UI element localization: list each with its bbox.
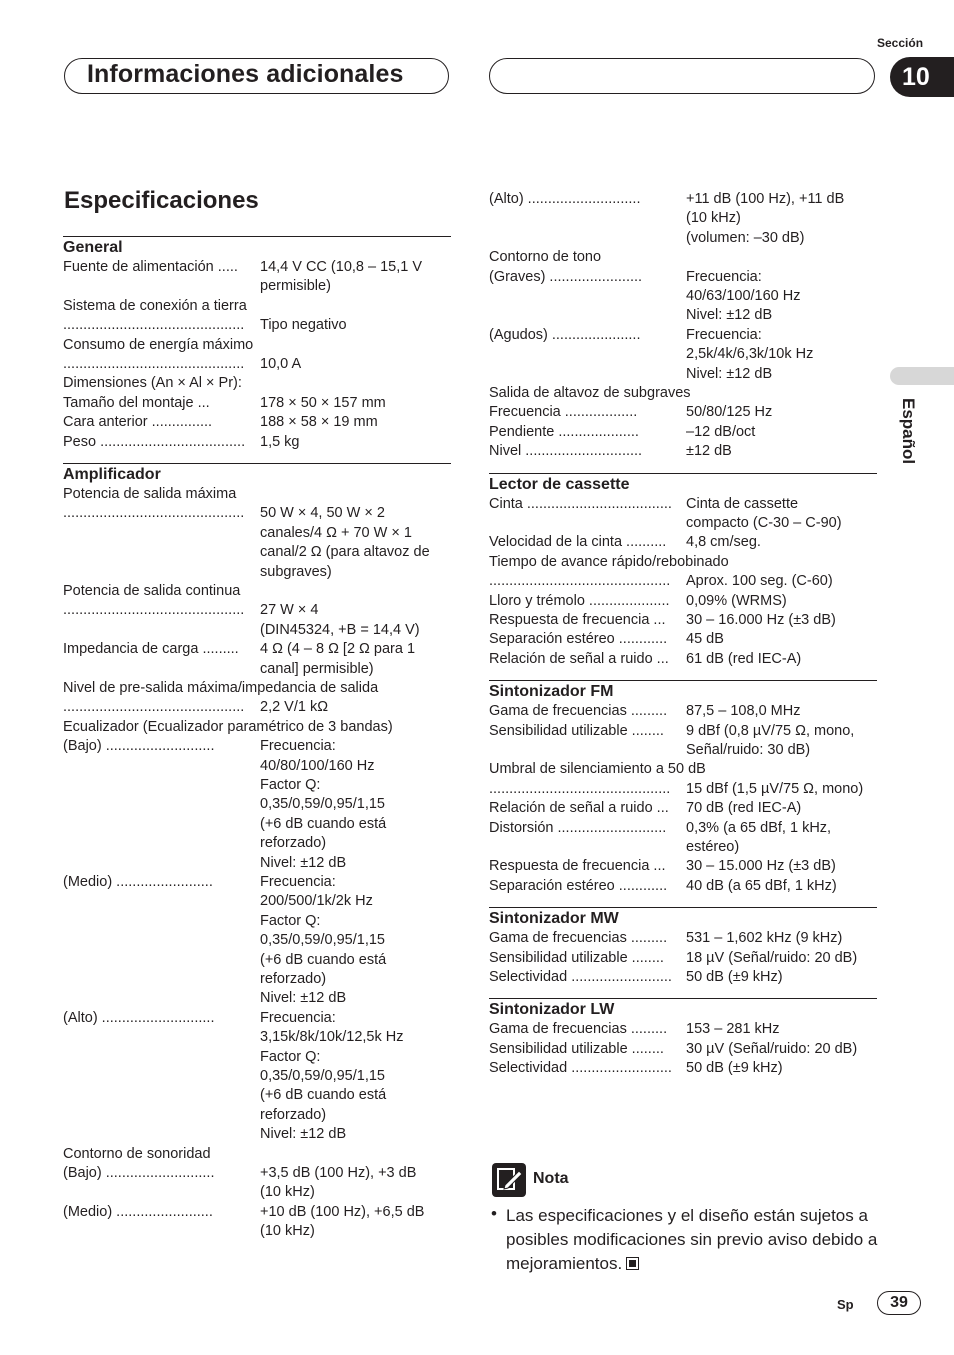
- spec-value: 4 Ω (4 – 8 Ω [2 Ω para 1: [260, 641, 416, 658]
- spec-row: [63, 757, 451, 776]
- spec-value: 10,0 A: [260, 356, 302, 372]
- spec-row: [63, 989, 451, 1008]
- spec-row: [63, 854, 451, 873]
- spec-label: Umbral de silenciamiento a 50 dB: [489, 761, 706, 778]
- spec-section-heading: Sintonizador MW: [489, 910, 619, 928]
- spec-row: [489, 630, 877, 649]
- spec-value: 3,15k/8k/10k/12,5k Hz: [260, 1029, 404, 1046]
- chapter-title: Informaciones adicionales: [87, 60, 404, 88]
- spec-row: [63, 621, 451, 640]
- spec-label: Consumo de energía máximo: [63, 336, 254, 353]
- spec-label: Fuente de alimentación .....: [63, 259, 238, 275]
- spec-row: [489, 1040, 877, 1059]
- spec-label: Separación estéreo ............: [489, 877, 668, 894]
- spec-value: permisible): [260, 278, 331, 295]
- spec-label: Gama de frecuencias .........: [489, 1021, 668, 1038]
- spec-row: [63, 297, 451, 316]
- spec-value: 531 – 1,602 kHz (9 kHz): [686, 930, 843, 947]
- spec-row: [63, 336, 451, 355]
- spec-value: 30 µV (Señal/ruido: 20 dB): [686, 1040, 858, 1057]
- spec-label: .............................................: [63, 356, 245, 372]
- spec-row: [489, 572, 877, 591]
- spec-value: Factor Q:: [260, 1048, 321, 1065]
- spec-row: [63, 355, 451, 374]
- spec-row: [63, 1125, 451, 1144]
- spec-row: [489, 592, 877, 611]
- spec-row: [63, 1222, 451, 1241]
- spec-row: [489, 760, 877, 779]
- spec-row: [489, 611, 877, 630]
- spec-row: [63, 504, 451, 523]
- spec-value: Tipo negativo: [260, 317, 347, 334]
- spec-value: +3,5 dB (100 Hz), +3 dB: [260, 1165, 417, 1181]
- spec-value: subgraves): [260, 563, 332, 580]
- spec-value: 4,8 cm/seg.: [686, 534, 761, 551]
- header-blank-box: [489, 58, 875, 94]
- spec-value: +11 dB (100 Hz), +11 dB: [686, 191, 845, 207]
- spec-row: [489, 799, 877, 818]
- spec-value: 0,3% (a 65 dBf, 1 kHz,: [686, 819, 832, 836]
- spec-row: [63, 433, 451, 452]
- spec-value: Frecuencia:: [260, 1009, 336, 1026]
- spec-row: [489, 365, 877, 384]
- spec-row: [63, 640, 451, 659]
- spec-row: [63, 912, 451, 931]
- spec-value: (10 kHz): [260, 1223, 315, 1240]
- spec-label: Nivel .............................: [489, 443, 643, 460]
- spec-value: 188 × 58 × 19 mm: [260, 414, 378, 431]
- spec-row: [489, 838, 877, 857]
- spec-value: 50/80/125 Hz: [686, 404, 773, 421]
- spec-row: [63, 660, 451, 679]
- spec-label: Relación de señal a ruido ...: [489, 650, 669, 667]
- spec-row: [489, 702, 877, 721]
- spec-row: [489, 514, 877, 533]
- spec-row: [489, 949, 877, 968]
- spec-label: .............................................: [63, 505, 245, 522]
- spec-row: [63, 737, 451, 756]
- spec-value: 15 dBf (1,5 µV/75 Ω, mono): [686, 780, 864, 797]
- spec-value: 2,2 V/1 kΩ: [260, 699, 329, 716]
- spec-label: Peso ....................................: [63, 433, 246, 450]
- spec-label: Contorno de sonoridad: [63, 1145, 211, 1162]
- spec-label: .............................................: [63, 317, 245, 334]
- spec-value: 0,09% (WRMS): [686, 592, 787, 609]
- end-mark-icon: [626, 1257, 639, 1270]
- spec-section-heading: General: [63, 239, 123, 256]
- spec-row: [63, 258, 451, 277]
- footer-lang-code: Sp: [837, 1297, 854, 1312]
- spec-section-heading: Sintonizador FM: [489, 683, 614, 701]
- spec-row: [489, 857, 877, 876]
- spec-label: Nivel de pre-salida máxima/impedancia de salida: [63, 680, 379, 696]
- spec-section-heading: Sintonizador LW: [489, 1001, 615, 1019]
- note-pencil-icon: [492, 1163, 526, 1197]
- spec-section-heading: Amplificador: [63, 466, 161, 483]
- spec-row: [489, 287, 877, 306]
- spec-value: 40/63/100/160 Hz: [686, 288, 801, 304]
- spec-row: [489, 929, 877, 948]
- spec-row: [489, 345, 877, 364]
- section-number-tab: 10: [890, 57, 954, 97]
- note-label: Nota: [533, 1170, 569, 1187]
- spec-row: [489, 190, 877, 209]
- spec-value: 14,4 V CC (10,8 – 15,1 V: [260, 259, 423, 275]
- spec-label: Lloro y trémolo ....................: [489, 592, 670, 609]
- spec-value: (10 kHz): [260, 1184, 315, 1201]
- spec-value: Nivel: ±12 dB: [686, 365, 773, 382]
- note-text-content: Las especificaciones y el diseño están sujetos a posibles modificaciones sin previo aviso debido a mejoramientos.: [506, 1206, 878, 1273]
- spec-row: [489, 423, 877, 442]
- spec-label: (Bajo) ...........................: [63, 738, 215, 755]
- spec-label: Selectividad .........................: [489, 969, 672, 985]
- language-tab-bar: [890, 367, 954, 385]
- spec-label: Relación de señal a ruido ...: [489, 800, 669, 817]
- spec-label: Salida de altavoz de subgraves: [489, 385, 691, 401]
- spec-row: [63, 931, 451, 950]
- section-rule: [63, 236, 451, 237]
- spec-value: Nivel: ±12 dB: [260, 990, 347, 1007]
- spec-label: Gama de frecuencias .........: [489, 703, 668, 720]
- spec-value: 30 – 16.000 Hz (±3 dB): [686, 612, 836, 628]
- spec-row: [63, 563, 451, 582]
- spec-row: [489, 495, 877, 514]
- spec-value: reforzado): [260, 835, 327, 852]
- spec-value: canal] permisible): [260, 660, 374, 677]
- spec-row: [489, 326, 877, 345]
- spec-label: Respuesta de frecuencia ...: [489, 858, 666, 875]
- spec-label: (Agudos) ......................: [489, 326, 641, 343]
- spec-row: [63, 795, 451, 814]
- note-text: [506, 1204, 878, 1276]
- spec-label: Potencia de salida máxima: [63, 486, 237, 502]
- language-tab-label: Español: [899, 398, 918, 465]
- spec-row: [63, 834, 451, 853]
- spec-value: 50 dB (±9 kHz): [686, 969, 783, 985]
- spec-row: [489, 248, 877, 267]
- spec-value: Frecuencia:: [686, 268, 762, 285]
- spec-row: [63, 815, 451, 834]
- spec-row: [63, 776, 451, 795]
- spec-value: Nivel: ±12 dB: [260, 854, 347, 871]
- spec-row: [63, 1067, 451, 1086]
- page-number: 39: [877, 1291, 921, 1315]
- spec-row: [63, 413, 451, 432]
- spec-row: [63, 892, 451, 911]
- spec-value: –12 dB/oct: [686, 423, 756, 440]
- spec-label: Gama de frecuencias .........: [489, 930, 668, 947]
- spec-label: Sensibilidad utilizable ........: [489, 722, 664, 739]
- spec-label: Cinta ....................................: [489, 495, 672, 512]
- spec-row: [489, 442, 877, 461]
- spec-value: (+6 dB cuando está: [260, 815, 387, 832]
- spec-row: [63, 1164, 451, 1183]
- section-rule: [63, 463, 451, 464]
- spec-value: 0,35/0,59/0,95/1,15: [260, 796, 385, 813]
- spec-row: [489, 819, 877, 838]
- spec-row: [63, 698, 451, 717]
- spec-value: 50 W × 4, 50 W × 2: [260, 505, 385, 522]
- spec-row: [489, 403, 877, 422]
- spec-row: [489, 553, 877, 572]
- spec-label: .............................................: [489, 780, 671, 797]
- page-heading: Especificaciones: [64, 187, 259, 214]
- spec-value: Factor Q:: [260, 777, 321, 793]
- spec-row: [489, 780, 877, 799]
- spec-value: +10 dB (100 Hz), +6,5 dB: [260, 1203, 425, 1220]
- spec-label: (Medio) ........................: [63, 874, 213, 890]
- spec-value: 9 dBf (0,8 µV/75 Ω, mono,: [686, 722, 855, 739]
- spec-row: [63, 374, 451, 393]
- spec-label: Pendiente ....................: [489, 423, 639, 440]
- spec-label: Potencia de salida continua: [63, 583, 241, 599]
- spec-row: [489, 229, 877, 248]
- section-rule: [489, 907, 877, 908]
- spec-value: 50 dB (±9 kHz): [686, 1060, 783, 1077]
- spec-value: (+6 dB cuando está: [260, 1087, 387, 1104]
- spec-value: canal/2 Ω (para altavoz de: [260, 544, 430, 561]
- spec-value: 40/80/100/160 Hz: [260, 757, 375, 774]
- spec-value: 153 – 281 kHz: [686, 1021, 780, 1038]
- spec-value: 27 W × 4: [260, 602, 319, 619]
- spec-value: 178 × 50 × 157 mm: [260, 394, 386, 411]
- spec-label: Sensibilidad utilizable ........: [489, 1040, 664, 1057]
- spec-value: 87,5 – 108,0 MHz: [686, 703, 801, 720]
- spec-row: [63, 873, 451, 892]
- spec-label: Selectividad .........................: [489, 1060, 672, 1077]
- spec-row: [489, 306, 877, 325]
- spec-label: Tamaño del montaje ...: [63, 394, 210, 411]
- spec-label: .............................................: [63, 602, 245, 619]
- spec-label: Respuesta de frecuencia ...: [489, 612, 666, 628]
- spec-label: Sistema de conexión a tierra: [63, 297, 247, 314]
- spec-row: [63, 524, 451, 543]
- spec-label: (Medio) ........................: [63, 1203, 213, 1220]
- spec-value: 200/500/1k/2k Hz: [260, 893, 373, 910]
- spec-label: Impedancia de carga .........: [63, 641, 239, 658]
- spec-row: [489, 877, 877, 896]
- spec-value: Factor Q:: [260, 912, 321, 929]
- spec-value: 0,35/0,59/0,95/1,15: [260, 1068, 385, 1084]
- spec-value: Nivel: ±12 dB: [686, 307, 773, 324]
- spec-value: 0,35/0,59/0,95/1,15: [260, 932, 385, 949]
- spec-row: [63, 582, 451, 601]
- chapter-title-box: [64, 58, 449, 94]
- spec-row: [489, 650, 877, 669]
- spec-label: Tiempo de avance rápido/rebobinado: [489, 553, 729, 570]
- spec-row: [489, 268, 877, 287]
- spec-label: (Bajo) ...........................: [63, 1165, 215, 1181]
- spec-row: [63, 1048, 451, 1067]
- spec-label: Velocidad de la cinta ..........: [489, 534, 667, 551]
- spec-row: [63, 316, 451, 335]
- spec-value: 45 dB: [686, 631, 724, 648]
- spec-row: [63, 970, 451, 989]
- section-rule: [489, 473, 877, 474]
- spec-row: [63, 1028, 451, 1047]
- spec-row: [63, 543, 451, 562]
- spec-label: Sensibilidad utilizable ........: [489, 949, 664, 966]
- spec-label: (Alto) ............................: [63, 1009, 215, 1026]
- spec-value: (DIN45324, +B = 14,4 V): [260, 621, 420, 638]
- spec-label: Ecualizador (Ecualizador paramétrico de 3 bandas): [63, 718, 393, 735]
- spec-value: Nivel: ±12 dB: [260, 1126, 347, 1143]
- spec-row: [63, 679, 451, 698]
- spec-row: [489, 1059, 877, 1078]
- spec-row: [63, 601, 451, 620]
- section-rule: [489, 680, 877, 681]
- spec-value: Frecuencia:: [686, 326, 762, 343]
- spec-label: Frecuencia ..................: [489, 404, 638, 421]
- spec-label: (Graves) .......................: [489, 268, 643, 285]
- spec-row: [63, 1086, 451, 1105]
- spec-row: [489, 741, 877, 760]
- spec-row: [489, 533, 877, 552]
- spec-value: ±12 dB: [686, 443, 732, 460]
- spec-row: [489, 1020, 877, 1039]
- spec-value: Frecuencia:: [260, 874, 336, 890]
- spec-label: Dimensiones (An × Al × Pr):: [63, 375, 242, 392]
- spec-value: estéreo): [686, 839, 740, 855]
- spec-value: 61 dB (red IEC-A): [686, 650, 802, 667]
- spec-row: [63, 951, 451, 970]
- spec-value: 2,5k/4k/6,3k/10k Hz: [686, 346, 814, 363]
- spec-value: 70 dB (red IEC-A): [686, 800, 802, 817]
- section-label: Sección: [877, 36, 924, 50]
- spec-row: [63, 1145, 451, 1164]
- spec-section-heading: Lector de cassette: [489, 475, 630, 493]
- spec-label: Separación estéreo ............: [489, 631, 668, 648]
- note-bullet: •: [491, 1204, 497, 1223]
- spec-label: .............................................: [489, 573, 671, 590]
- spec-value: (+6 dB cuando está: [260, 951, 387, 968]
- spec-value: Señal/ruido: 30 dB): [686, 742, 811, 758]
- spec-value: compacto (C-30 – C-90): [686, 515, 842, 531]
- spec-row: [489, 722, 877, 741]
- spec-row: [63, 277, 451, 296]
- spec-value: 40 dB (a 65 dBf, 1 kHz): [686, 877, 837, 894]
- spec-row: [63, 485, 451, 504]
- spec-value: (volumen: –30 dB): [686, 229, 805, 246]
- spec-row: [489, 968, 877, 987]
- spec-row: [489, 209, 877, 228]
- spec-label: Distorsión ...........................: [489, 819, 667, 836]
- spec-row: [63, 394, 451, 413]
- spec-value: 18 µV (Señal/ruido: 20 dB): [686, 949, 858, 966]
- spec-value: (10 kHz): [686, 210, 741, 227]
- spec-label: .............................................: [63, 699, 245, 716]
- spec-row: [63, 1106, 451, 1125]
- section-rule: [489, 998, 877, 999]
- spec-value: canales/4 Ω + 70 W × 1: [260, 524, 412, 541]
- spec-label: Cara anterior ...............: [63, 414, 213, 431]
- spec-label: Contorno de tono: [489, 249, 602, 266]
- spec-value: Frecuencia:: [260, 738, 336, 755]
- spec-value: reforzado): [260, 971, 327, 987]
- spec-row: [489, 384, 877, 403]
- spec-label: (Alto) ............................: [489, 191, 641, 207]
- spec-value: Aprox. 100 seg. (C-60): [686, 573, 833, 590]
- spec-row: [63, 1203, 451, 1222]
- spec-row: [63, 718, 451, 737]
- spec-row: [63, 1183, 451, 1202]
- spec-value: 1,5 kg: [260, 433, 300, 450]
- spec-value: reforzado): [260, 1106, 327, 1123]
- spec-value: Cinta de cassette: [686, 495, 799, 512]
- spec-row: [63, 1009, 451, 1028]
- spec-value: 30 – 15.000 Hz (±3 dB): [686, 858, 836, 875]
